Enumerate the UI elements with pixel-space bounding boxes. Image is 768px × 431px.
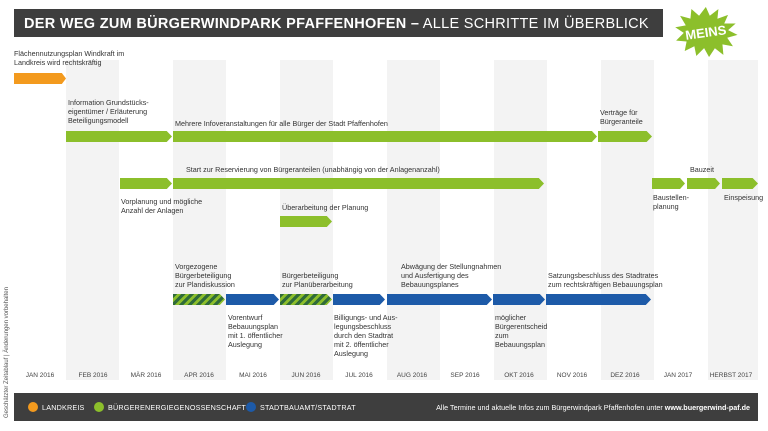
label-vorplanung xyxy=(121,197,202,215)
label-line: Bebauungsplan xyxy=(228,322,278,331)
label-line: zum rechtskräftigen Bebauungsplan xyxy=(548,280,663,289)
label-einspeisung xyxy=(724,193,763,202)
bar-buergerentscheid xyxy=(493,294,545,305)
label-line: Flächennutzungsplan Windkraft im xyxy=(14,49,125,58)
label-vorgezogen xyxy=(175,262,235,289)
label-buergerentscheid xyxy=(495,313,547,349)
month-label: JUL 2016 xyxy=(345,372,373,379)
month-label: MAI 2016 xyxy=(239,372,267,379)
legend-landkreis-label: LANDKREIS xyxy=(42,403,85,412)
footer-info-text: Alle Termine und aktuelle Infos zum Bürgerwindpark Pfaffenhofen unter xyxy=(436,403,663,412)
bar-vorgezogen xyxy=(173,294,225,305)
page-title xyxy=(24,16,649,32)
label-line: zum xyxy=(495,331,509,340)
label-line: möglicher xyxy=(495,313,527,322)
label-line: Bauzeit xyxy=(690,165,714,174)
label-flaechennutzungsplan xyxy=(14,49,124,67)
month-label: HERBST 2017 xyxy=(709,372,753,379)
label-line: Bürgerentscheid xyxy=(495,322,548,331)
label-line: Beteiligungsmodell xyxy=(68,116,129,125)
label-line: Einspeisung xyxy=(724,193,764,202)
label-bauzeit xyxy=(690,165,714,174)
label-satzungsbeschluss xyxy=(548,271,663,289)
legend-buerger-label: BÜRGERENERGIEGENOSSENSCHAFT xyxy=(108,403,246,412)
label-line: Information Grundstücks- xyxy=(68,98,149,107)
side-note: Geschätzter Zeitablauf | Änderungen vorbehalten xyxy=(4,287,10,418)
title-light: ALLE SCHRITTE IM ÜBERBLICK xyxy=(422,16,649,32)
bar-billigung xyxy=(333,294,385,305)
label-line: Vorgezogene xyxy=(175,262,218,271)
label-line: durch den Stadtrat xyxy=(334,331,394,340)
label-abwaegung xyxy=(401,262,501,289)
legend-stadt-label: STADTBAUAMT/STADTRAT xyxy=(260,403,356,412)
bar-vorentwurf xyxy=(226,294,279,305)
label-line: Baustellen- xyxy=(653,193,689,202)
bar-bauzeit xyxy=(687,178,720,189)
label-line: Bürgerbeteiligung xyxy=(175,271,232,280)
legend-landkreis-icon xyxy=(28,402,38,412)
label-infoveranstaltungen xyxy=(175,119,388,128)
meins-logo xyxy=(667,2,745,60)
month-label: OKT 2016 xyxy=(504,372,534,379)
label-line: Verträge für xyxy=(600,108,638,117)
label-vertraege xyxy=(600,108,643,126)
bar-abwaegung xyxy=(387,294,492,305)
label-line: Satzungsbeschluss des Stadtrates xyxy=(548,271,659,280)
month-label: AUG 2016 xyxy=(396,372,428,379)
bar-flaechennutzungsplan xyxy=(14,73,66,84)
month-label: JAN 2016 xyxy=(25,372,55,379)
legend-buerger-icon xyxy=(94,402,104,412)
label-line: Bürgerbeteiligung xyxy=(282,271,339,280)
label-line: Abwägung der Stellungnahmen xyxy=(401,262,502,271)
label-line: Bürgeranteile xyxy=(600,117,643,126)
label-line: legungsbeschluss xyxy=(334,322,392,331)
title-bold: DER WEG ZUM BÜRGERWINDPARK PFAFFENHOFEN – xyxy=(24,16,420,32)
label-vorentwurf xyxy=(228,313,283,349)
logo-text: MEINS xyxy=(684,22,728,43)
grid-band xyxy=(173,60,226,380)
label-line: zur Plandiskussion xyxy=(175,280,235,289)
label-line: und Ausfertigung des xyxy=(401,271,469,280)
label-line: eigentümer / Erläuterung xyxy=(68,107,148,116)
label-line: zur Planüberarbeitung xyxy=(282,280,353,289)
label-line: Bebauungsplanes xyxy=(401,280,459,289)
label-line: Anzahl der Anlagen xyxy=(121,206,184,215)
bar-reservierung xyxy=(173,178,544,189)
label-line: Landkreis wird rechtskräftig xyxy=(14,58,102,67)
grid-band xyxy=(708,60,758,380)
footer-info xyxy=(436,403,750,412)
month-label: JUN 2016 xyxy=(291,372,321,379)
label-line: mit 1. öffentlicher xyxy=(228,331,283,340)
month-axis xyxy=(0,372,768,384)
label-info-grundstueck xyxy=(68,98,149,125)
footer-band xyxy=(14,393,758,421)
month-label: JAN 2017 xyxy=(663,372,693,379)
month-label: FEB 2016 xyxy=(78,372,108,379)
month-label: NOV 2016 xyxy=(556,372,588,379)
label-line: Vorplanung und mögliche xyxy=(121,197,203,206)
header-band xyxy=(14,9,663,37)
label-line: Bebauungsplan xyxy=(495,340,545,349)
month-label: SEP 2016 xyxy=(450,372,480,379)
bar-ueberarbeitung xyxy=(280,216,332,227)
bar-info-grundstueck xyxy=(66,131,172,142)
bar-infoveranstaltungen xyxy=(173,131,597,142)
label-line: Auslegung xyxy=(228,340,262,349)
label-line: Billigungs- und Aus- xyxy=(334,313,398,322)
bar-vertraege xyxy=(598,131,652,142)
label-line: planung xyxy=(653,202,679,211)
legend-stadt-icon xyxy=(246,402,256,412)
bar-vorplanung xyxy=(120,178,172,189)
label-buergerbeteiligung xyxy=(282,271,353,289)
label-line: mit 2. öffentlicher xyxy=(334,340,389,349)
bar-buergerbeteiligung xyxy=(280,294,332,305)
label-line: Auslegung xyxy=(334,349,368,358)
month-label: APR 2016 xyxy=(184,372,214,379)
month-label: MÄR 2016 xyxy=(130,372,162,379)
label-line: Vorentwurf xyxy=(228,313,263,322)
bar-baustellenplanung xyxy=(652,178,685,189)
footer-url-link[interactable]: www.buergerwind-paf.de xyxy=(664,403,750,412)
bar-satzungsbeschluss xyxy=(546,294,651,305)
label-reservierung xyxy=(186,165,440,174)
label-billigung xyxy=(334,313,398,358)
bar-einspeisung xyxy=(722,178,758,189)
label-line: Start zur Reservierung von Bürgeranteilen (unabhängig von der Anlagenanzahl) xyxy=(186,165,440,174)
label-baustellenplanung xyxy=(653,193,689,211)
label-line: Mehrere Infoveranstaltungen für alle Bürger der Stadt Pfaffenhofen xyxy=(175,119,388,128)
month-label: DEZ 2016 xyxy=(610,372,640,379)
label-ueberarbeitung xyxy=(282,203,368,212)
label-line: Überarbeitung der Planung xyxy=(282,203,369,212)
